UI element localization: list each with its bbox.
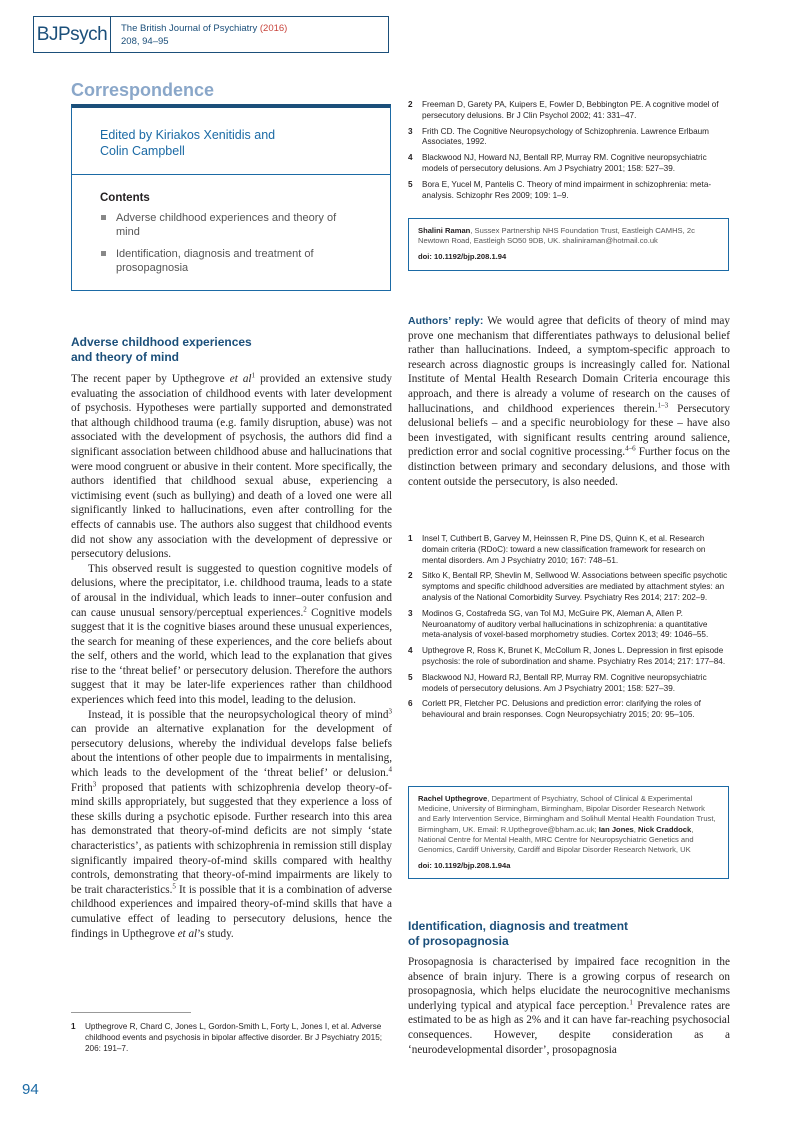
reference-list	[408, 100, 730, 206]
reference-item	[71, 1022, 391, 1054]
doi-link[interactable]: doi: 10.1192/bjp.208.1.94	[418, 252, 507, 262]
journal-volume: 208, 94–95	[121, 36, 169, 47]
reference-text: Freeman D, Garety PA, Kuipers E, Fowler D, Bebbington PE. A cognitive model of persecutory delusions. Br J Clin Psychol 2002; 41: 331–47.	[422, 100, 719, 120]
article-body	[408, 955, 730, 1057]
journal-info	[111, 17, 287, 52]
reference-text: Upthegrove R, Chard C, Jones L, Gordon-Smith L, Forty L, Jones I, et al. Adverse childhood events and psychosis in bipolar affective disorder. Br J Psychiatry 2015; 206: 191–7.	[85, 1022, 383, 1053]
contents-item[interactable]: Adverse childhood experiences and theory of mind	[100, 211, 360, 239]
reference-number: 3	[408, 608, 413, 618]
editors: Edited by Kiriakos Xenitidis and Colin Campbell	[100, 128, 276, 158]
reference-number: 2	[408, 571, 413, 581]
paragraph: Authors’ reply: We would agree that deficits of theory of mind may prove one mechanism that differentiates pathways to delusional belief rather than hallucinations. Indeed, a symptom-specific approach to research across diagnostic groups is increasingly called for. National Institute of Mental Health Research Domain Criteria encourage this approach, and there is already a volume of research on the causes of hallucinations, and childhood experiences therein.$^{1-3}$ Persecutory delusional beliefs – and a specific neurobiology for these – have also been investigated, with significant results centring around salience, prediction error and social cognitive processing.$^{4-6}$ Further focus on the distinction between primary and secondary delusions, and those with content outside the persecutory, is also needed.	[408, 315, 730, 488]
reference-number: 2	[408, 100, 413, 109]
paragraph: Prosopagnosia is characterised by impaired face recognition in the absence of brain injury. There is a growing corpus of research on prosopagnosia, which helps elucidate the neurocognitive mechanisms underlying typical and atypical face perception.$^1$ Prevalence rates are estimated to be as high as 2% and it can have far-reaching psychosocial consequences. However, despite consideration as a ‘neurodevelopmental disorder’, prosopagnosia	[408, 956, 730, 1056]
page-number: 94	[22, 1081, 39, 1098]
authors-reply	[408, 314, 730, 489]
reference-number: 1	[71, 1022, 76, 1031]
reference-item	[408, 534, 730, 566]
reference-item	[408, 609, 730, 641]
article-title: Identification, diagnosis and treatment of prosopagnosia	[408, 919, 629, 948]
journal-header	[33, 16, 389, 53]
reference-number: 4	[408, 646, 413, 656]
reference-item	[408, 571, 730, 603]
divider	[72, 174, 390, 175]
reference-text: Blackwood NJ, Howard RJ, Bentall RP, Murray RM. Cognitive neuropsychiatric models of persecutory delusions. Am J Psychiatry 2001; 158: 527–39.	[422, 672, 707, 693]
paragraph: The recent paper by Upthegrove et $al^1$ provided an extensive study evaluating the association of childhood events with later development of psychosis. Hypotheses were partially supported and demonstrated that although childhood trauma (e.g. family disruption, abuse) was not associated with the development of psychosis, the authors did find a significant association between childhood abuse and hallucinations that were mood congruent or abusive in their content. More specifically, the authors identified that childhood sexual abuse, experiencing a victimising event (such as bullying) and death of a loved one were all significantly linked to hallucinations, even after controlling for the effects of cannabis use. The authors also suggest that childhood events did not show any association with the development of depressive or persecutory delusions.	[71, 371, 392, 561]
journal-logo: BJ Psych	[34, 17, 111, 52]
reference-item	[408, 646, 730, 668]
reference-number: 3	[408, 126, 413, 136]
article-title: Adverse childhood experiences and theory of mind	[71, 335, 252, 364]
reference-text: Sitko K, Bentall RP, Shevlin M, Sellwood W. Associations between specific psychotic symptoms and specific childhood adversities are mediated by attachment styles: an analysis of the National Comorbidity Survey. Psychiatry Res 2014; 217: 202–9.	[422, 571, 728, 602]
contents-item[interactable]: Identification, diagnosis and treatment of prosopagnosia	[100, 247, 360, 275]
journal-year: (2016)	[259, 23, 288, 34]
doi-link[interactable]: doi: 10.1192/bjp.208.1.94a	[418, 861, 511, 871]
reference-text: Bora E, Yucel M, Pantelis C. Theory of mind impairment in schizophrenia: meta-analysis. Schizophr Res 2009; 109: 1–9.	[422, 179, 712, 200]
reference-text: Upthegrove R, Ross K, Brunet K, McCollum R, Jones L. Depression in first episode psychosis: the role of subordination and shame. Psychiatry Res 2014; 217: 177–84.	[422, 646, 726, 666]
reference-text: Corlett PR, Fletcher PC. Delusions and prediction error: clarifying the roles of behavioural and brain responses. Cogn Neuropsychiatry 2015; 20: 95–105.	[422, 699, 701, 720]
contents-list	[100, 211, 360, 283]
editor-box	[71, 104, 391, 291]
section-title: Correspondence	[71, 80, 215, 100]
reference-number: 6	[408, 699, 413, 709]
reply-lead: Authors’ reply:	[408, 315, 484, 327]
contents-heading: Contents	[100, 192, 150, 204]
reference-number: 1	[408, 534, 413, 543]
paragraph: This observed result is suggested to question cognitive models of delusions, where the precipitator, i.e. childhood trauma, leads to a state of arousal in the individual, which leads to inner–outer confusion and can cause unusual sensory/perceptual experiences.$^2$ Cognitive models suggest that it is the cognitive biases around these unusual experiences, the search for meaning of these experiences, and the core beliefs about the self, others and the world, which lead to the explanation that gives rise to the ‘threat belief’ or persecutory delusion. Therefore the authors suggest that it may be later-life experiences rather than childhood experiences which feed into this model, leading to the delusion.	[71, 562, 392, 707]
footnote-rule	[71, 1012, 191, 1013]
reference-item	[408, 673, 730, 695]
reference-number: 5	[408, 179, 413, 189]
reference-item	[408, 699, 730, 721]
reference-text: Insel T, Cuthbert B, Garvey M, Heinssen R, Pine DS, Quinn K, et al. Research domain criteria (RDoC): toward a new classification framework for research on mental disorders. Am J Psychiatry 2010; 167: 748–51.	[422, 534, 706, 565]
paragraph: Instead, it is possible that the neuropsychological theory of mind$^3$ can provide an alternative explanation for the development of persecutory delusions, whereby the individual develops false beliefs about the intentions of other people due to impairments in mentalising, which leads to the development of the ‘threat belief’ or delusion.$^4$ Frith$^3$ proposed that patients with schizophrenia develop theory-of-mind skills appropriately, but suggested that they experience a loss of these skills during a psychotic episode. Further research into this area has demonstrated that theory-of-mind deficits are not simply ‘state characteristics’, as patients with schizophrenia in remission still display significantly impaired theory-of-mind skills compared with healthy controls, demonstrating that theory-of-mind impairments are likely to be trait characteristics.$^5$ It is possible that it is a combination of adverse childhood experiences and impaired theory-of-mind skills that have a cumulative effect of leading to persecutory delusions, hence the findings in Upthegrove et al’s study.	[71, 706, 393, 940]
reference-list	[408, 534, 730, 726]
reference-text: Modinos G, Costafreda SG, van Tol MJ, McGuire PK, Aleman A, Allen P. Neuroanatomy of auditory verbal hallucinations in schizophrenia: a quantitative meta-analysis of voxel-based morphometry studies. Cortex 2013; 49: 1046–55.	[422, 608, 709, 640]
author-affiliation: Rachel Upthegrove, Department of Psychiatry, School of Clinical & Experimental Medicine, University of Birmingham, Birmingham, Bipolar Disorder Research Network and Early Intervention Service, Birmingham and Solihull Mental Health Foundation Trust, Birmingham, UK. Email: R.Upthegrove@bham.ac.uk; Ian Jones, Nick Craddock, National Centre for Mental Health, MRC Centre for Neuropsychiatric Genetics and Genomics, Cardiff University, Cardiff and Bipolar Disorder Research Network, UK doi: 10.1192/bjp.208.1.94a	[408, 786, 729, 879]
reference-item	[408, 100, 730, 122]
journal-name: The British Journal of Psychiatry	[121, 23, 258, 34]
reference-item	[408, 127, 730, 149]
reference-text: Blackwood NJ, Howard NJ, Bentall RP, Murray RM. Cognitive neuropsychiatric models of persecutory delusions. Am J Psychiatry 2001; 158: 527–39.	[422, 153, 707, 173]
reference-item	[408, 180, 730, 202]
article-body	[71, 372, 392, 941]
reference-item	[408, 153, 730, 175]
reference-list	[71, 1022, 391, 1059]
author-affiliation: Shalini Raman, Sussex Partnership NHS Foundation Trust, Eastleigh CAMHS, 2c Newtown Road, Eastleigh SO50 9DB, UK. shaliniraman@hotmail.co.uk doi: 10.1192/bjp.208.1.94	[408, 218, 729, 271]
reference-text: Frith CD. The Cognitive Neuropsychology of Schizophrenia. Lawrence Erlbaum Associates, 1992.	[422, 126, 710, 147]
reference-number: 5	[408, 672, 413, 682]
reference-number: 4	[408, 153, 413, 163]
